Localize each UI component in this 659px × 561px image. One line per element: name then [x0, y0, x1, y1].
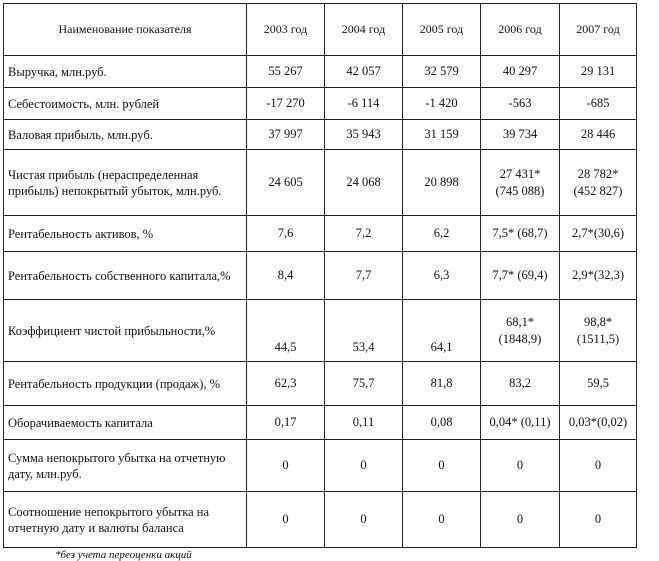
cell-sub-value: (452 827) [573, 183, 623, 198]
table-row [4, 216, 637, 252]
cell-value: 8,4 [247, 252, 325, 300]
column-header-2006: 2006 год [481, 4, 560, 56]
cell-value: 0 [481, 492, 560, 548]
cell-value: -685 [560, 88, 637, 120]
cell-value [560, 300, 637, 362]
row-label: Оборачиваемость капитала [4, 406, 247, 440]
cell-value: -6 114 [325, 88, 403, 120]
cell-value [481, 300, 560, 362]
cell-main-value: 28 782* [577, 166, 619, 181]
cell-value: 64,1 [403, 300, 481, 362]
row-label: Рентабельность активов, % [4, 216, 247, 252]
table-row [4, 150, 637, 216]
cell-main-value: 98,8* [583, 314, 613, 329]
cell-value: 0,08 [403, 406, 481, 440]
cell-value: 0 [247, 492, 325, 548]
table-row [4, 440, 637, 492]
column-header-2007: 2007 год [560, 4, 637, 56]
cell-value: 81,8 [403, 362, 481, 406]
cell-value: 7,7* (69,4) [481, 252, 560, 300]
cell-value: 39 734 [481, 120, 560, 150]
cell-main-value: 68,1* [505, 314, 535, 329]
cell-value: 0,03*(0,02) [560, 406, 637, 440]
cell-value: 7,2 [325, 216, 403, 252]
table-row [4, 120, 637, 150]
cell-value: 42 057 [325, 56, 403, 88]
table-row [4, 406, 637, 440]
cell-value: 29 131 [560, 56, 637, 88]
cell-value: 75,7 [325, 362, 403, 406]
cell-value: -1 420 [403, 88, 481, 120]
row-label: Себестоимость, млн. рублей [4, 88, 247, 120]
cell-value: 7,5* (68,7) [481, 216, 560, 252]
cell-value: 55 267 [247, 56, 325, 88]
cell-value: 35 943 [325, 120, 403, 150]
cell-value: 0,04* (0,11) [481, 406, 560, 440]
column-header-2003: 2003 год [247, 4, 325, 56]
row-label: Валовая прибыль, млн.руб. [4, 120, 247, 150]
cell-value: 62,3 [247, 362, 325, 406]
cell-value: 44,5 [247, 300, 325, 362]
cell-value: 6,3 [403, 252, 481, 300]
cell-value: 0 [403, 440, 481, 492]
cell-value: 0 [325, 492, 403, 548]
cell-value: 0 [481, 440, 560, 492]
row-label: Сумма непокрытого убытка на отчетную дату, млн.руб. [4, 440, 247, 492]
column-header-2004: 2004 год [325, 4, 403, 56]
cell-main-value: 27 431* [499, 166, 541, 181]
cell-value: -17 270 [247, 88, 325, 120]
cell-value: 59,5 [560, 362, 637, 406]
table-row [4, 492, 637, 548]
cell-value: -563 [481, 88, 560, 120]
financial-indicators-table [3, 3, 637, 548]
footnote: *без учета переоценки акций [55, 549, 192, 561]
cell-value: 0 [247, 440, 325, 492]
cell-value: 2,9*(32,3) [560, 252, 637, 300]
row-label: Чистая прибыль (нераспределенная прибыль) непокрытый убыток, млн.руб. [4, 150, 247, 216]
cell-value: 0 [325, 440, 403, 492]
cell-value: 53,4 [325, 300, 403, 362]
cell-value: 83,2 [481, 362, 560, 406]
cell-value: 40 297 [481, 56, 560, 88]
table-row [4, 56, 637, 88]
cell-value [481, 150, 560, 216]
cell-value: 0,11 [325, 406, 403, 440]
cell-value: 6,2 [403, 216, 481, 252]
cell-value: 0 [560, 492, 637, 548]
table-row [4, 88, 637, 120]
column-header-2005: 2005 год [403, 4, 481, 56]
row-label: Рентабельность продукции (продаж), % [4, 362, 247, 406]
cell-value: 28 446 [560, 120, 637, 150]
cell-value: 31 159 [403, 120, 481, 150]
cell-value: 0,17 [247, 406, 325, 440]
column-header-indicator: Наименование показателя [4, 4, 247, 56]
cell-value: 0 [560, 440, 637, 492]
table-row [4, 300, 637, 362]
row-label: Соотношение непокрытого убытка на отчетную дату и валюты баланса [4, 492, 247, 548]
cell-value: 2,7*(30,6) [560, 216, 637, 252]
table-row [4, 252, 637, 300]
row-label: Рентабельность собственного капитала,% [4, 252, 247, 300]
cell-value: 32 579 [403, 56, 481, 88]
cell-value: 0 [403, 492, 481, 548]
cell-value: 37 997 [247, 120, 325, 150]
row-label: Выручка, млн.руб. [4, 56, 247, 88]
cell-sub-value: (1511,5) [576, 331, 620, 346]
cell-value: 7,7 [325, 252, 403, 300]
table-header-row [4, 4, 637, 56]
cell-sub-value: (745 088) [495, 183, 545, 198]
table-row [4, 362, 637, 406]
cell-value: 24 605 [247, 150, 325, 216]
cell-value [560, 150, 637, 216]
cell-value: 7,6 [247, 216, 325, 252]
cell-sub-value: (1848,9) [498, 331, 542, 346]
cell-value: 20 898 [403, 150, 481, 216]
row-label: Коэффициент чистой прибыльности,% [4, 300, 247, 362]
cell-value: 24 068 [325, 150, 403, 216]
